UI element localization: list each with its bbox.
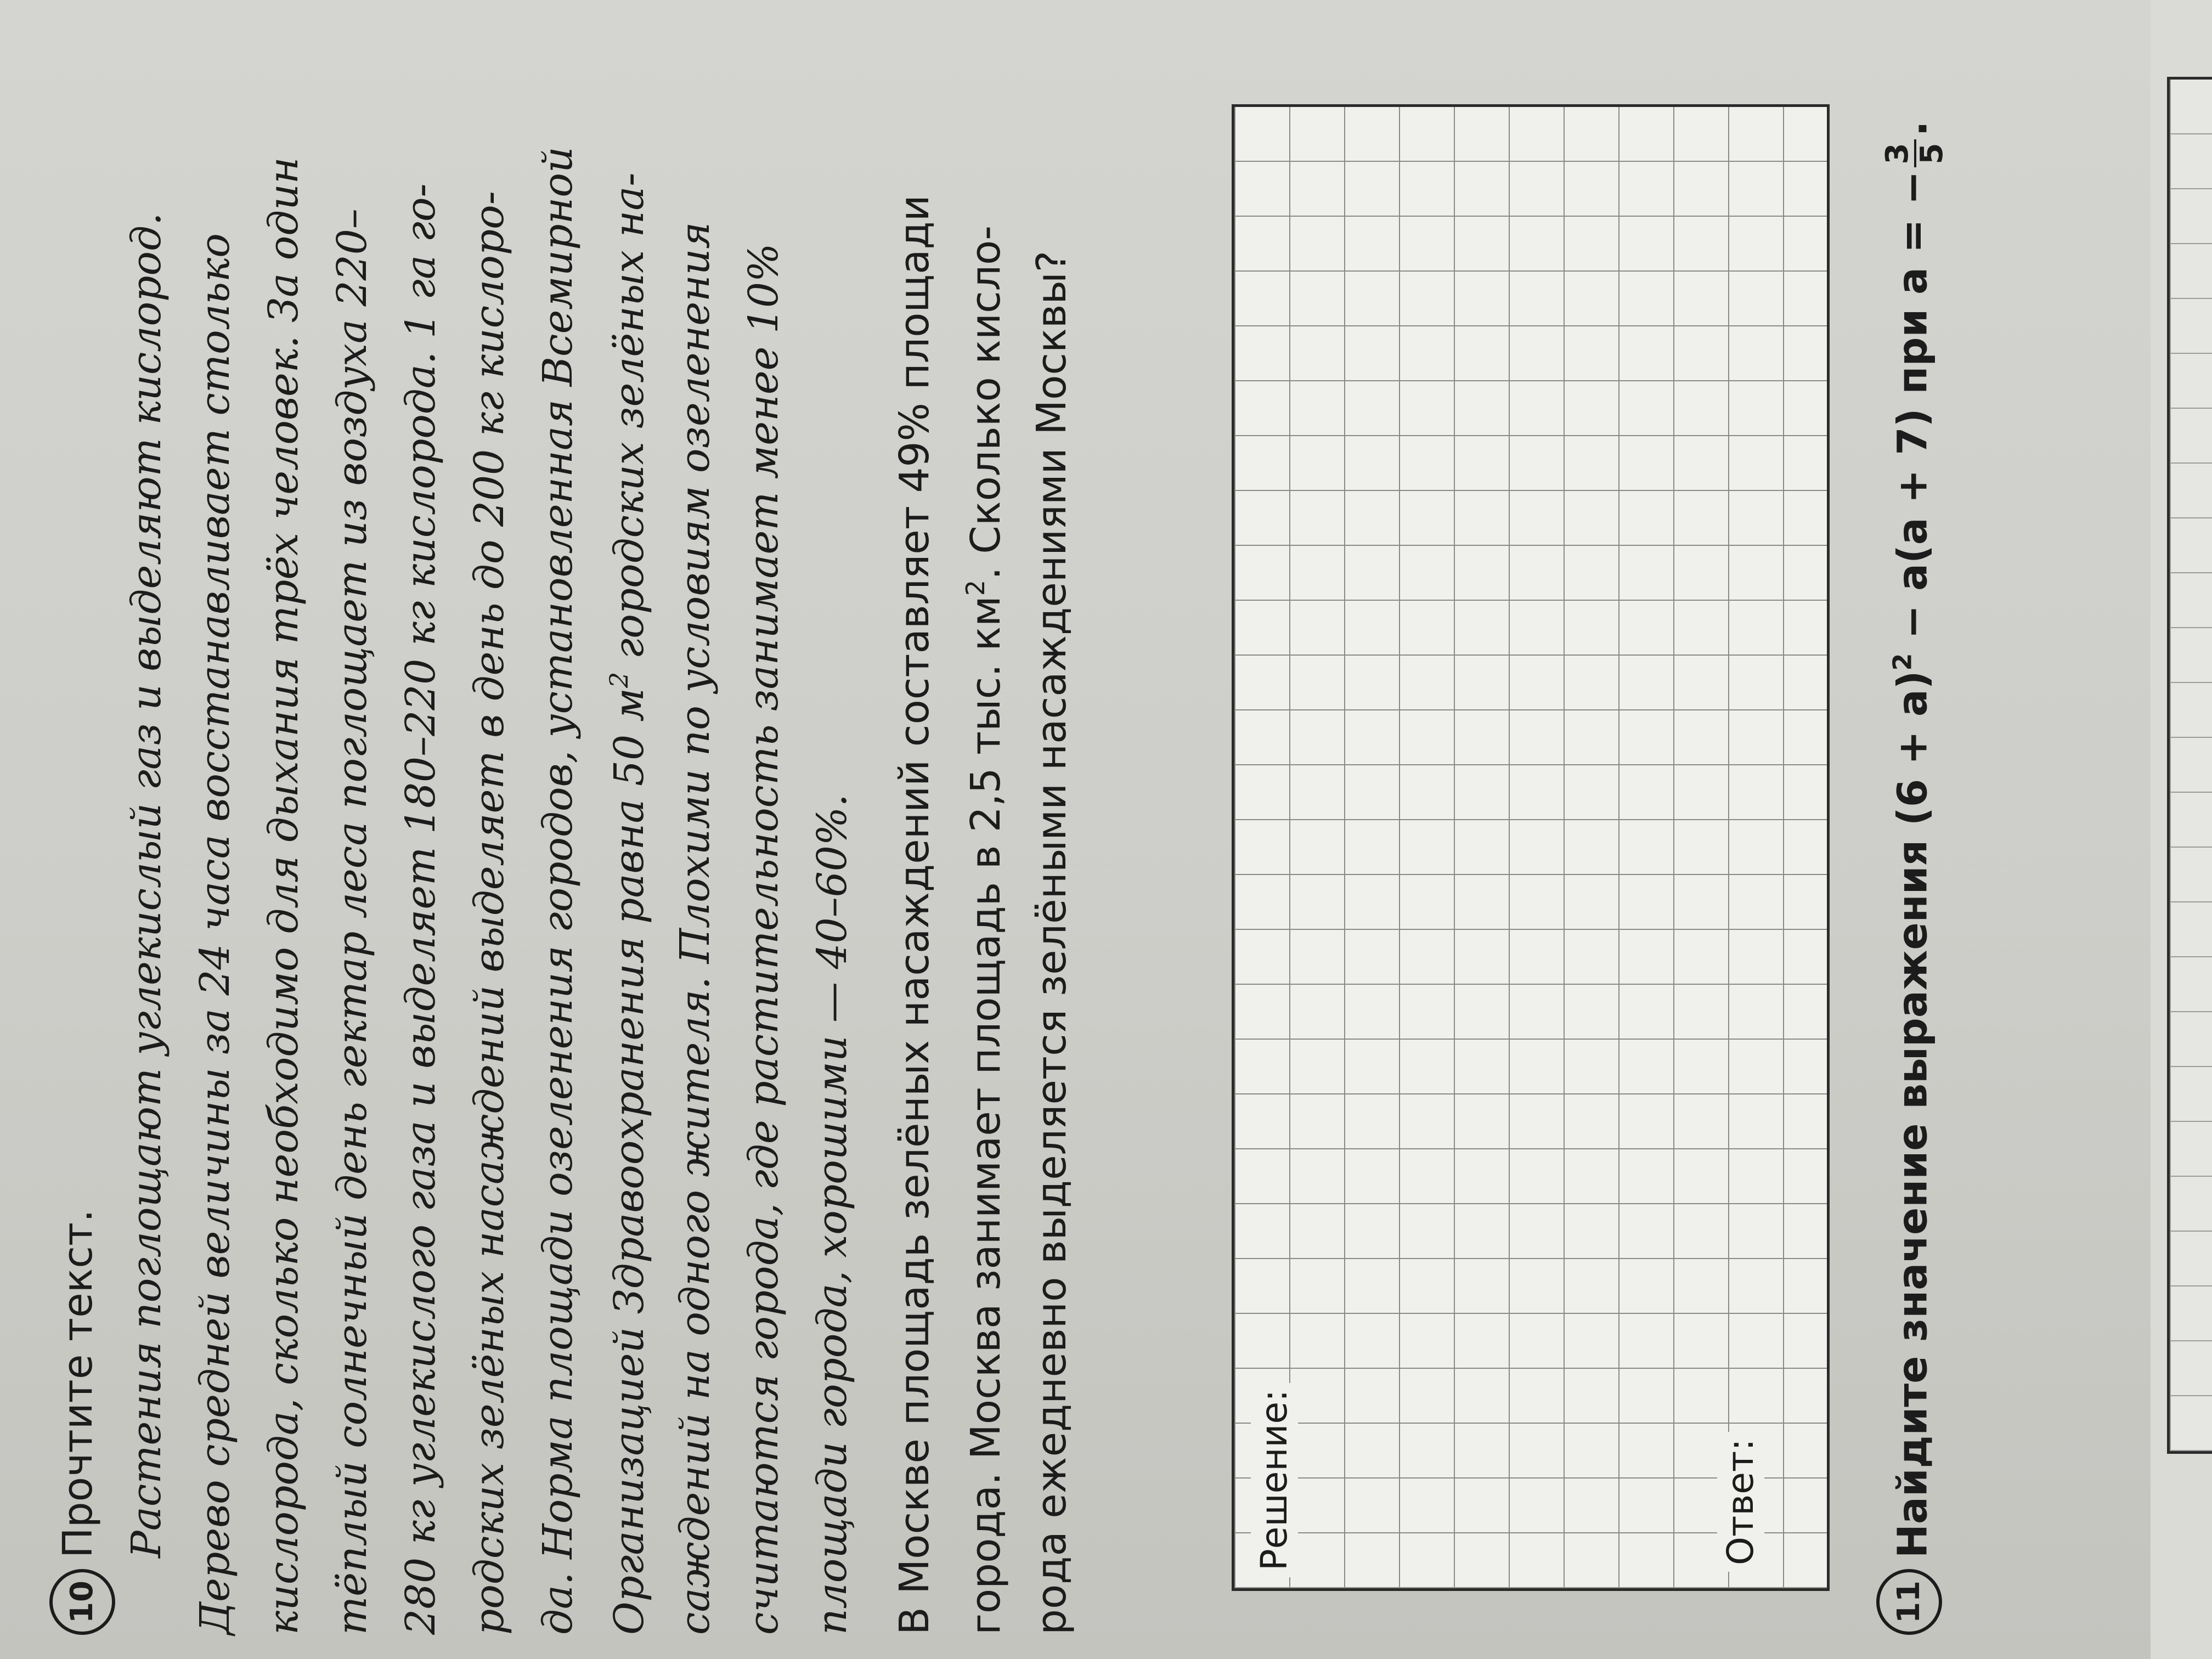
answer-label: Ответ: [1717, 1432, 1764, 1572]
task11-expression-start: Найдите значение выражения (6 + a) [1889, 670, 1937, 1558]
task11-period: . [1889, 121, 1937, 137]
passage-line-5: 280 кг углекислого газа и выделяет 180–220 кг кислорода. 1 га го- [397, 183, 444, 1635]
task11-text [1882, 121, 1949, 1558]
passage-line-3: кислорода, сколько необходимо для дыхания трёх человек. За один [260, 157, 307, 1635]
passage-line-6: родских зелёных насаждений выделяет в день до 200 кг кислоро- [466, 191, 513, 1635]
question-line-2-rest: . Сколько кисло- [962, 225, 1009, 580]
question-line-2 [961, 225, 1009, 1635]
passage-line-11: площади города, хорошими — 40–60%. [809, 794, 856, 1635]
next-page-grid [2167, 77, 2212, 1454]
passage-line-9: саждений на одного жителя. Плохими по условиям озеленения [672, 222, 719, 1635]
passage-line-1: Растения поглощают углекислый газ и выделяют кислород. [123, 212, 170, 1558]
task11-exponent: 2 [1887, 653, 1917, 671]
task11-expression-end: − a(a + 7) при a = − [1889, 171, 1937, 653]
worksheet-page [55, 11, 2140, 1635]
solution-label: Решение: [1251, 1383, 1298, 1577]
question-line-1: В Москве площадь зелёных насаждений составляет 49% площади [891, 195, 938, 1635]
fraction-denominator: 5 [1914, 143, 1950, 165]
passage-line-10: считаются города, где растительность занимает менее 10% [740, 243, 787, 1635]
task11-fraction [1882, 140, 1949, 168]
passage-line-8-text: Организацией Здравоохранения равна 50 м [606, 687, 653, 1635]
task-instruction: Прочтите текст. [54, 1209, 101, 1558]
question-line-2-text: города. Москва занимает площадь в 2,5 тыс. км [962, 596, 1009, 1635]
fraction-numerator: 3 [1882, 140, 1916, 168]
passage-line-7: да. Норма площади озеленения городов, установленная Всемирной [534, 146, 582, 1635]
passage-superscript: 2 [604, 672, 634, 688]
passage-line-8 [604, 172, 653, 1635]
task-number-11: 11 [1876, 1569, 1942, 1635]
solution-grid[interactable] [1232, 104, 1830, 1591]
next-page-edge [2151, 0, 2212, 1659]
passage-line-2: Дерево средней величины за 24 часа восстанавливает столько [191, 233, 239, 1635]
question-superscript: 2 [961, 579, 990, 596]
passage-line-4: тёплый солнечный день гектар леса поглощает из воздуха 220– [329, 208, 376, 1635]
passage-line-8-rest: городских зелёных на- [606, 172, 653, 672]
task-number-10: 10 [49, 1569, 115, 1635]
question-line-3: рода ежедневно выделяется зелёными насаждениями Москвы? [1028, 250, 1075, 1635]
